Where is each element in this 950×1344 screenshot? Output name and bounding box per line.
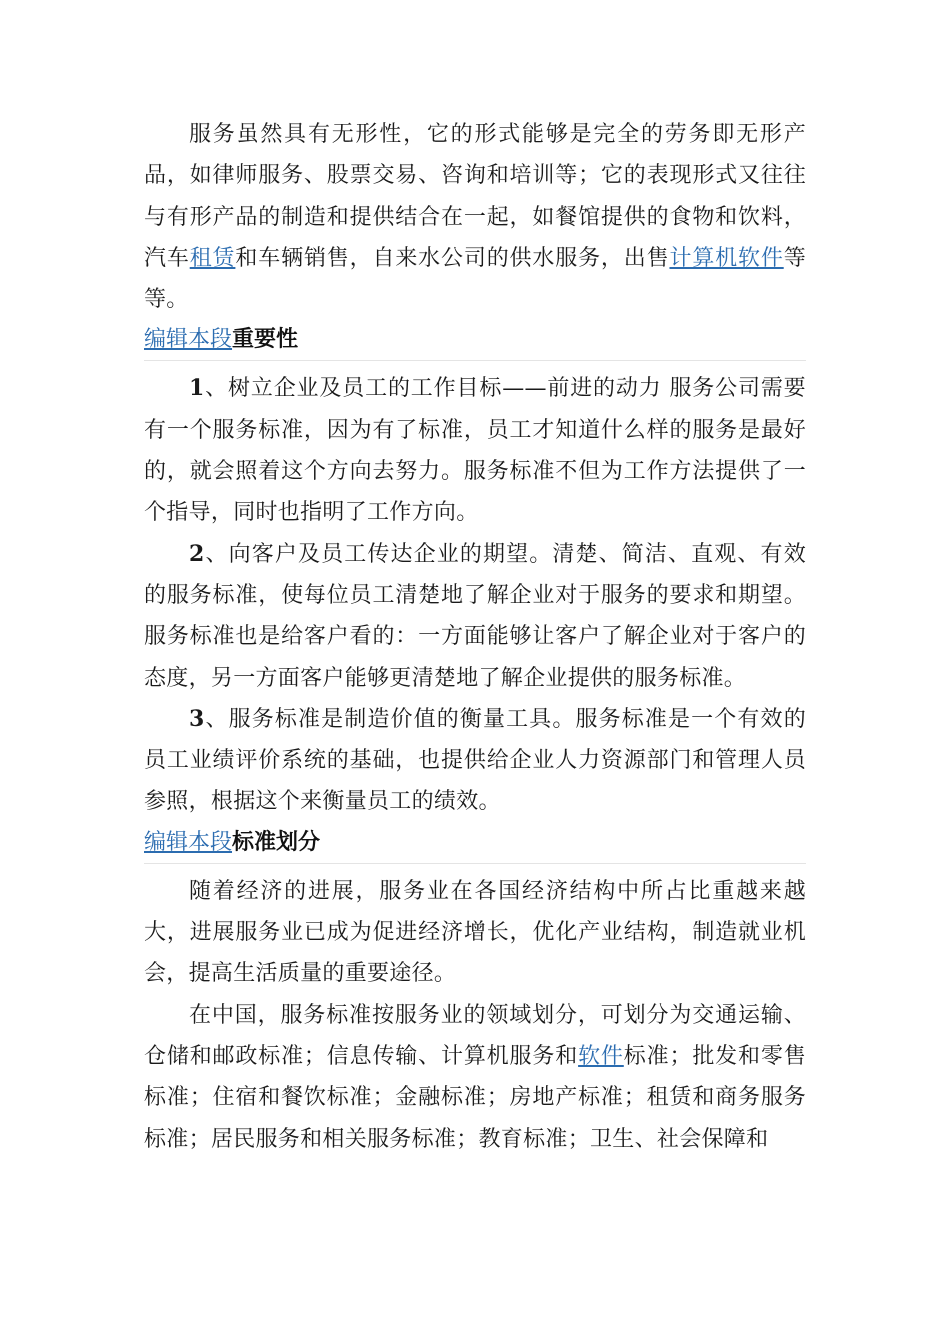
item-text: 、树立企业及员工的工作目标——前进的动力 服务公司需要有一个服务标准，因为有了标准，员工才知道什么样的服务是最好的，就会照着这个方向去努力。服务标准不但为工作方法提供了一个指导，同时也指明了工作方向。 — [144, 376, 806, 526]
item-number: 1 — [189, 375, 205, 402]
link-software[interactable]: 软件 — [578, 1043, 624, 1069]
item-number: 2 — [189, 540, 205, 567]
paragraph-text-2: 标准；批发和零售标准；住宿和餐饮标准；金融标准；房地产标准；租赁和商务服务标准；居民服务和相关服务标准；教育标准；卫生、社会保障和 — [144, 1043, 807, 1152]
importance-item-3 — [144, 699, 806, 823]
item-text: 、服务标准是制造价值的衡量工具。服务标准是一个有效的员工业绩评价系统的基础，也提供给企业人力资源部门和管理人员参照，根据这个来衡量员工的绩效。 — [144, 706, 806, 815]
intro-paragraph — [144, 114, 806, 320]
link-lease[interactable]: 租赁 — [189, 245, 236, 271]
edit-section-link[interactable]: 编辑本段 — [144, 829, 233, 855]
link-computer-software[interactable]: 计算机软件 — [669, 245, 784, 271]
section-heading-importance — [144, 320, 806, 361]
intro-text-2: 和车辆销售，自来水公司的供水服务，出售 — [235, 245, 670, 271]
section-title: 标准划分 — [232, 829, 321, 855]
section-heading-classification — [144, 823, 806, 864]
section-title: 重要性 — [232, 327, 299, 353]
item-number: 3 — [189, 705, 205, 732]
item-text: 、向客户及员工传达企业的期望。清楚、简洁、直观、有效的服务标准，使每位员工清楚地了解企业对于服务的要求和期望。服务标准也是给客户看的：一方面能够让客户了解企业对于客户的态度，另一方面客户能够更清楚地了解企业提供的服务标准。 — [144, 541, 806, 691]
classification-paragraph-1: 随着经济的进展，服务业在各国经济结构中所占比重越来越大，进展服务业已成为促进经济增长，优化产业结构，制造就业机会，提高生活质量的重要途径。 — [144, 878, 806, 987]
paragraph-text-1: 在中国，服务标准按服务业的领域划分，可划分为交通运输、仓储和邮政标准；信息传输、计算机服务和 — [144, 1002, 806, 1069]
classification-paragraph-2 — [144, 995, 806, 1160]
importance-item-2 — [144, 534, 806, 699]
document-body — [144, 114, 806, 1160]
intro-text-3: 等等。 — [144, 245, 807, 313]
intro-text-1: 服务虽然具有无形性，它的形式能够是完全的劳务即无形产品，如律师服务、股票交易、咨询和培训等；它的表现形式又往往与有形产品的制造和提供结合在一起，如餐馆提供的食物和饮料，汽车 — [144, 122, 806, 271]
edit-section-link[interactable]: 编辑本段 — [144, 327, 233, 353]
importance-item-1 — [144, 368, 806, 533]
